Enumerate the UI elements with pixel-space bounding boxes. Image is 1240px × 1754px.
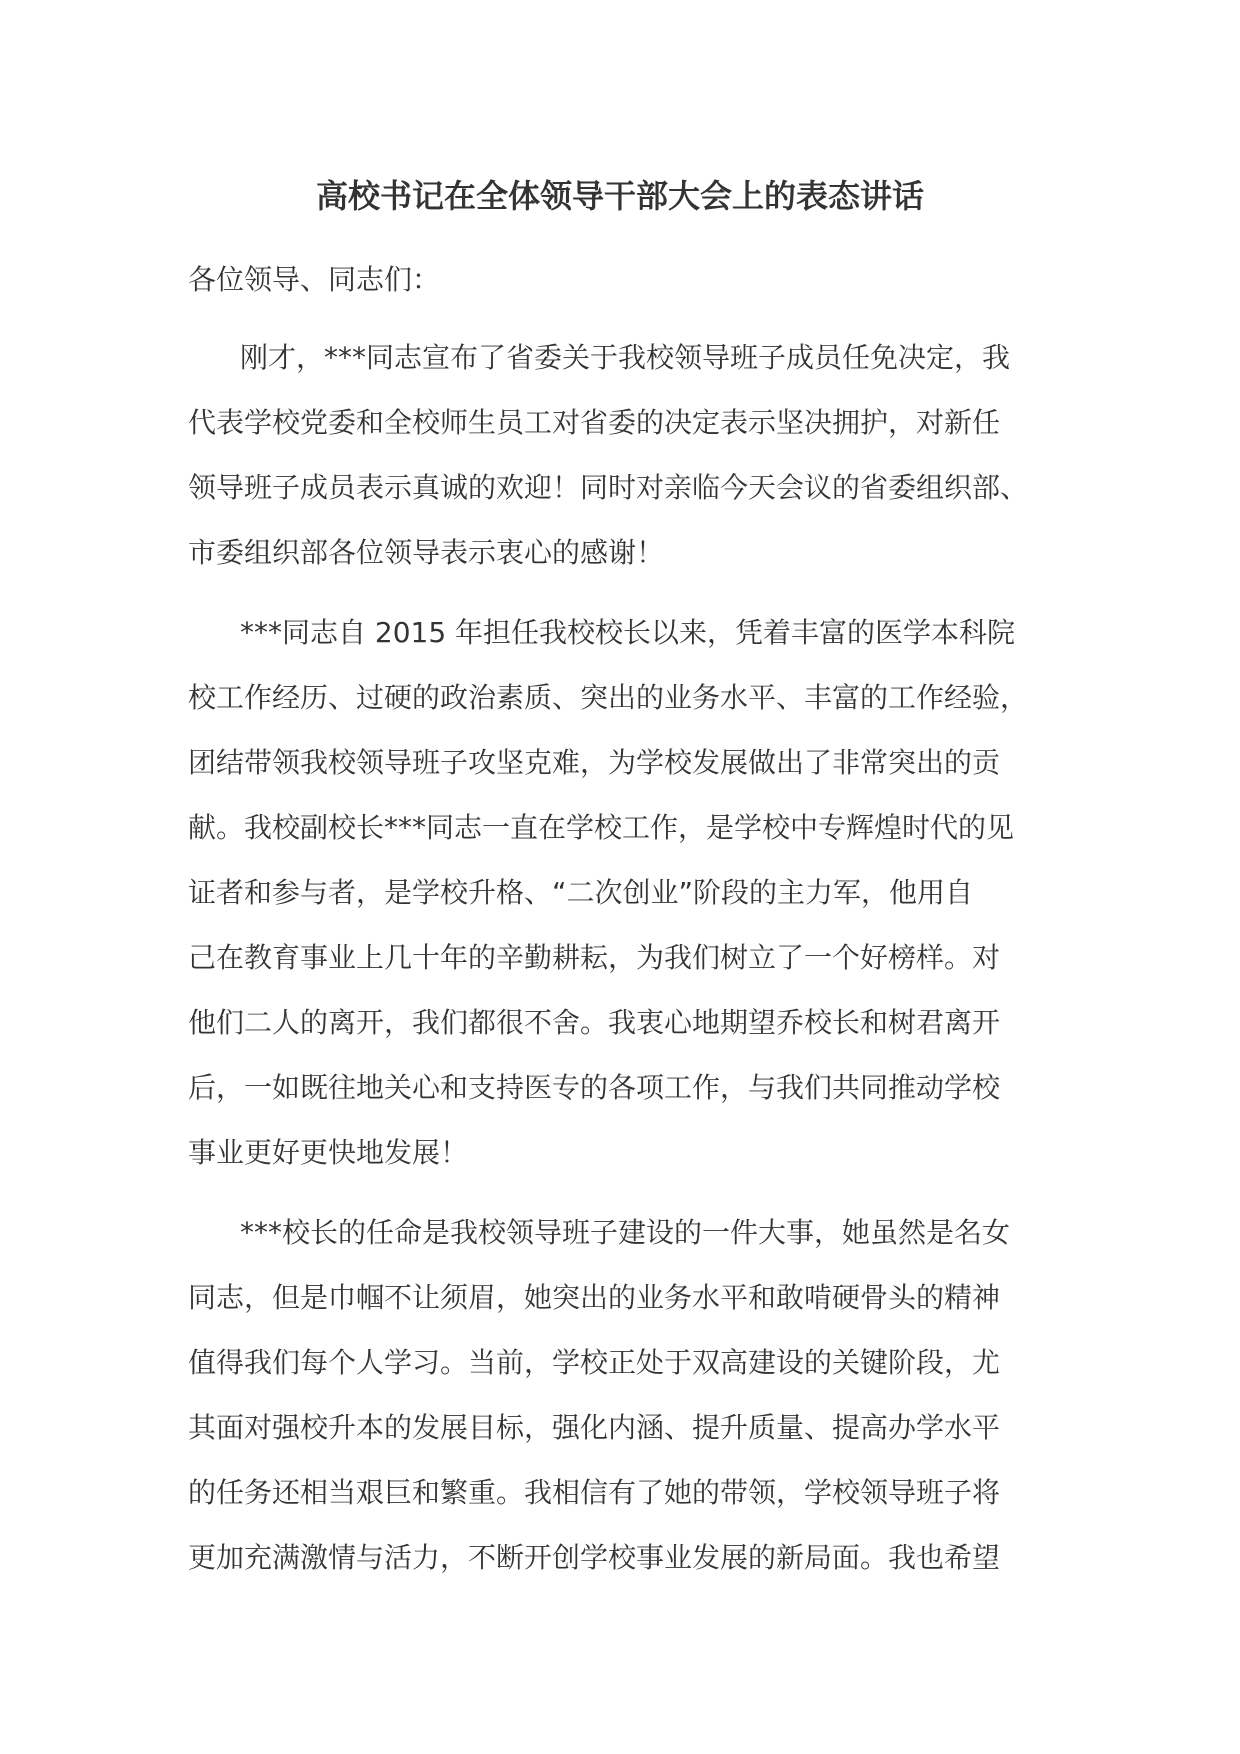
paragraph-line: ***同志自 2015 年担任我校校长以来，凭着丰富的医学本科院 (240, 616, 1016, 649)
paragraph-line: 献。我校副校长***同志一直在学校工作，是学校中专辉煌时代的见 (188, 811, 1015, 844)
paragraph-1 (188, 325, 1068, 585)
paragraph-line: 领导班子成员表示真诚的欢迎！同时对亲临今天会议的省委组织部、 (188, 471, 1029, 504)
salutation: 各位领导、同志们： (188, 263, 441, 296)
paragraph-line: 其面对强校升本的发展目标，强化内涵、提升质量、提高办学水平 (188, 1411, 1001, 1444)
paragraph-line: 的任务还相当艰巨和繁重。我相信有了她的带领，学校领导班子将 (188, 1476, 1001, 1509)
paragraph-line: 代表学校党委和全校师生员工对省委的决定表示坚决拥护，对新任 (188, 406, 1001, 439)
paragraph-2 (188, 600, 1068, 1185)
document-title: 高校书记在全体领导干部大会上的表态讲话 (315, 177, 924, 215)
paragraph-line: 刚才，***同志宣布了省委关于我校领导班子成员任免决定，我 (240, 341, 1011, 374)
paragraph-line: 己在教育事业上几十年的辛勤耕耘，为我们树立了一个好榜样。对 (188, 941, 1001, 974)
paragraph-line: 市委组织部各位领导表示衷心的感谢！ (188, 536, 665, 569)
paragraph-line: 同志，但是巾帼不让须眉，她突出的业务水平和敢啃硬骨头的精神 (188, 1281, 1001, 1314)
paragraph-line: 他们二人的离开，我们都很不舍。我衷心地期望乔校长和树君离开 (188, 1006, 1001, 1039)
paragraph-line: 值得我们每个人学习。当前，学校正处于双高建设的关键阶段，尤 (188, 1346, 1001, 1379)
paragraph-line: 更加充满激情与活力，不断开创学校事业发展的新局面。我也希望 (188, 1541, 1001, 1574)
paragraph-line: 团结带领我校领导班子攻坚克难，为学校发展做出了非常突出的贡 (188, 746, 1001, 779)
paragraph-line: 事业更好更快地发展！ (188, 1136, 469, 1169)
paragraph-line: ***校长的任命是我校领导班子建设的一件大事，她虽然是名女 (240, 1216, 1011, 1249)
paragraph-3 (188, 1200, 1068, 1590)
paragraph-line: 后，一如既往地关心和支持医专的各项工作，与我们共同推动学校 (188, 1071, 1001, 1104)
paragraph-line: 证者和参与者，是学校升格、“二次创业”阶段的主力军，他用自 (188, 876, 974, 909)
paragraph-line: 校工作经历、过硬的政治素质、突出的业务水平、丰富的工作经验， (188, 681, 1029, 714)
